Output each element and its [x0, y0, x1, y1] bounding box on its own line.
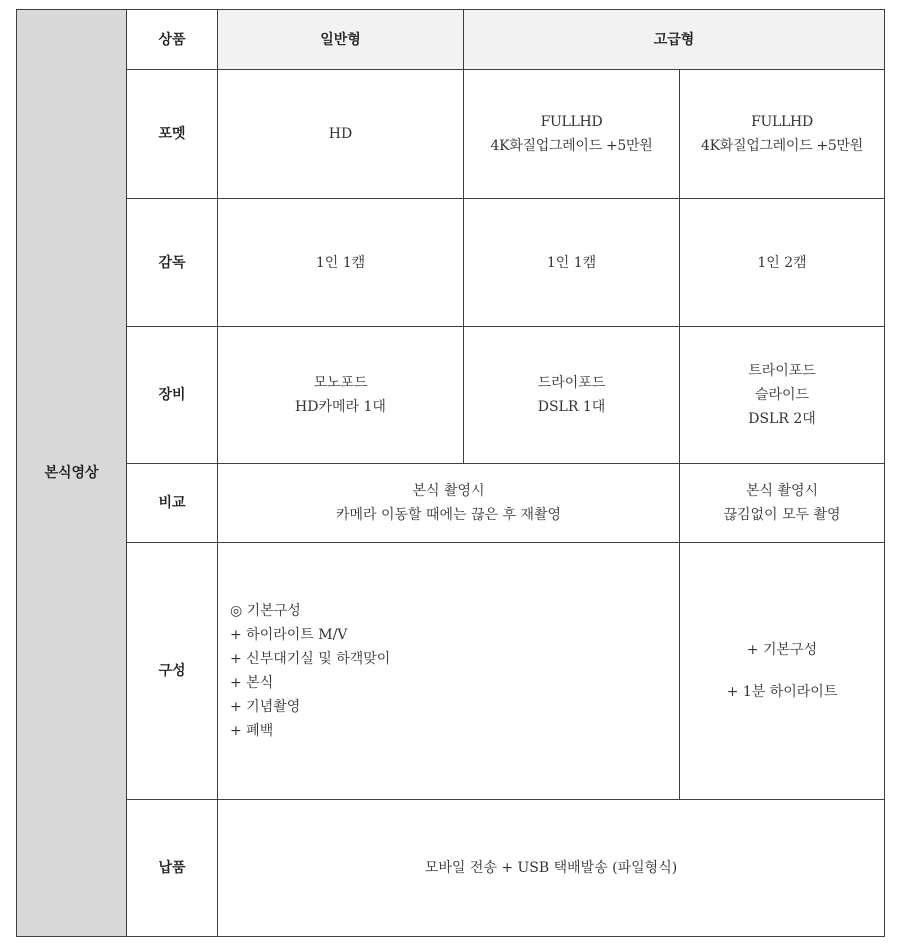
format-premium-b	[680, 70, 885, 199]
equipment-premium-b-line: DSLR 2대	[748, 411, 816, 427]
comparison-left	[218, 464, 680, 543]
composition-item: + 기념촬영	[230, 699, 301, 715]
format-row	[17, 70, 885, 199]
format-premium-b-line: 4K화질업그레이드 +5만원	[701, 138, 863, 154]
delivery-value: 모바일 전송 + USB 택배발송 (파일형식)	[218, 800, 885, 937]
composition-item: + 폐백	[230, 723, 274, 739]
equipment-row	[17, 327, 885, 464]
director-premium-b: 1인 2캠	[680, 199, 885, 327]
equipment-premium-b	[680, 327, 885, 464]
comparison-right-line: 끊김없이 모두 촬영	[723, 507, 841, 523]
format-premium-b-line: FULLHD	[751, 114, 813, 130]
equipment-premium-a	[464, 327, 680, 464]
composition-right	[680, 543, 885, 800]
composition-left	[218, 543, 680, 800]
format-premium-a	[464, 70, 680, 199]
equipment-premium-a-line: 드라이포드	[537, 375, 606, 391]
composition-item: ◎ 기본구성	[230, 603, 301, 619]
row-label-composition: 구성	[127, 543, 218, 800]
delivery-row	[17, 800, 885, 937]
comparison-left-line: 카메라 이동할 때에는 끊은 후 재촬영	[335, 507, 562, 523]
composition-spacer	[680, 662, 884, 680]
section-label: 본식영상	[17, 10, 127, 937]
comparison-right-line: 본식 촬영시	[745, 483, 819, 499]
format-premium-a-line: FULLHD	[540, 114, 603, 130]
composition-item: + 하이라이트 M/V	[230, 627, 348, 643]
equipment-basic-line: 모노포드	[313, 375, 368, 391]
comparison-row	[17, 464, 885, 543]
row-label-equipment: 장비	[127, 327, 218, 464]
comparison-left-line: 본식 촬영시	[412, 483, 485, 499]
row-label-product: 상품	[127, 10, 218, 70]
composition-item: + 신부대기실 및 하객맞이	[230, 651, 391, 667]
column-header-basic: 일반형	[218, 10, 464, 70]
pricing-table	[16, 9, 885, 937]
equipment-basic	[218, 327, 464, 464]
director-basic: 1인 1캠	[218, 199, 464, 327]
format-premium-a-line: 4K화질업그레이드 +5만원	[490, 138, 653, 154]
composition-right-item: + 기본구성	[746, 642, 818, 658]
composition-right-item: + 1분 하이라이트	[726, 684, 838, 700]
equipment-basic-line: HD카메라 1대	[295, 399, 386, 415]
composition-item: + 본식	[230, 675, 274, 691]
row-label-director: 감독	[127, 199, 218, 327]
column-header-premium: 고급형	[464, 10, 885, 70]
equipment-premium-a-line: DSLR 1대	[537, 399, 606, 415]
equipment-premium-b-line: 슬라이드	[754, 387, 810, 403]
composition-row	[17, 543, 885, 800]
row-label-delivery: 납품	[127, 800, 218, 937]
director-premium-a: 1인 1캠	[464, 199, 680, 327]
director-row	[17, 199, 885, 327]
row-label-comparison: 비교	[127, 464, 218, 543]
comparison-right	[680, 464, 885, 543]
format-basic: HD	[218, 70, 464, 199]
row-label-format: 포멧	[127, 70, 218, 199]
equipment-premium-b-line: 트라이포드	[748, 363, 816, 379]
header-row	[17, 10, 885, 70]
